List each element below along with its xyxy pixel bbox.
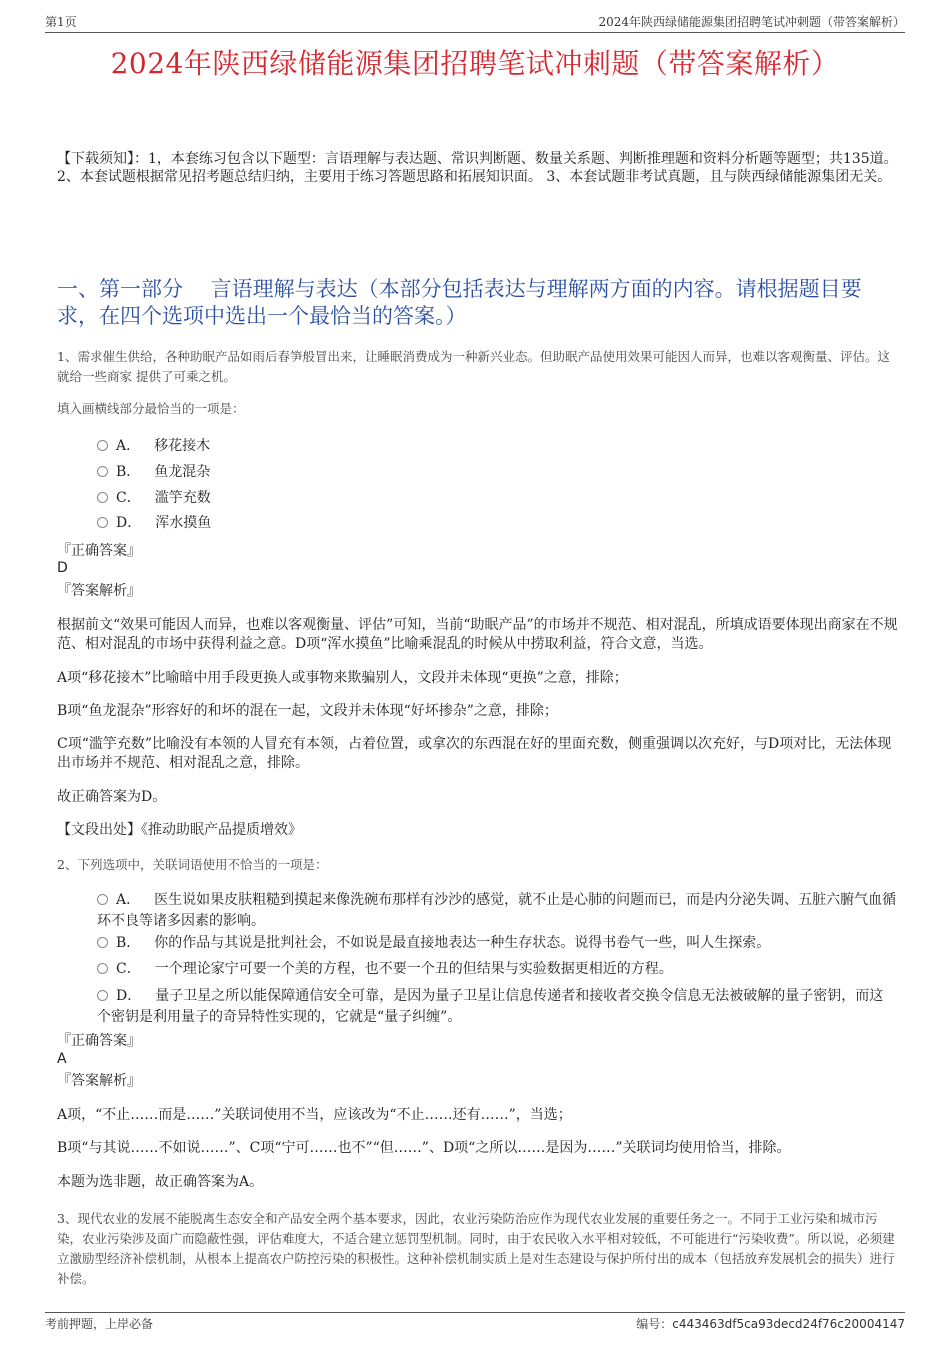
q2-option-a[interactable]: A． 医生说如果皮肤粗糙到摸起来像洗碗布那样有沙沙的感觉，就不止是心肺的问题而已，而是内分泌失调、五脏六腑气血循环不良等诸多因素的影响。 [97, 892, 897, 929]
q1-option-b[interactable]: B． 鱼龙混杂 [97, 462, 210, 482]
footer-code: 编号：c443463df5ca93decd24f76c20004147 [636, 1317, 905, 1331]
q1-option-d[interactable]: D． 浑水摸鱼 [97, 513, 211, 533]
q3-stem: 3、现代农业的发展不能脱离生态安全和产品安全两个基本要求，因此，农业污染防治应作为现代农业发展的重要任务之一。不同于工业污染和城市污染，农业污染涉及面广而隐蔽性强，评估难度大，不适合建立惩罚型机制。同时，由于农民收入水平相对较低，不可能进行“污染收费”。所以说，必须建立激励型经济补偿机制，从根本上提高农户防控污染的积极性。这种补偿机制实质上是对生态建设与保护所付出的成本（包括放弃发展机会的损失）进行补偿。 [57, 1211, 895, 1286]
q1-analysis-p4: C项“滥竽充数”比喻没有本领的人冒充有本领，占着位置，或拿次的东西混在好的里面充数，侧重强调以次充好，与D项对比，无法体现出市场并不规范、相对混乱之意，排除。 [57, 736, 892, 771]
q2-analysis-p2: B项“与其说……不如说……”、C项“宁可……也不”“但……”、D项“之所以……是因为……”关联词均使用恰当，排除。 [57, 1140, 791, 1156]
q1-prompt: 填入画横线部分最恰当的一项是： [57, 401, 245, 416]
footer-slogan: 考前押题，上岸必备 [45, 1317, 154, 1331]
download-notice: 【下载须知】：1，本套练习包含以下题型：言语理解与表达题、常识判断题、数量关系题、判断推理题和资料分析题等题型；共135道。 2、本套试题根据常见招考题总结归纳，主要用于练习答题思路和拓展知识面。 3、本套试题非考试真题，且与陕西绿储能源集团无关。 [57, 151, 898, 185]
q1-analysis-p3: B项“鱼龙混杂”形容好的和坏的混在一起，文段并未体现“好坏掺杂”之意，排除； [57, 703, 558, 719]
q1-source: 【文段出处】《推动助眠产品提质增效》 [57, 822, 302, 838]
q1-analysis-p1: 根据前文“效果可能因人而异，也难以客观衡量、评估”可知，当前“助眠产品”的市场并不规范、相对混乱，所填成语要体现出商家在不规范、相对混乱的市场中获得利益之意。D项“浑水摸鱼”比喻乘混乱的时候从中捞取利益，符合文意，当选。 [57, 617, 898, 652]
radio-icon[interactable] [97, 963, 108, 974]
q2-analysis-p3: 本题为选非题，故正确答案为A。 [57, 1174, 264, 1190]
header-divider [45, 32, 905, 33]
q2-analysis-p1: A项，“不止……而是……”关联词使用不当，应该改为“不止……还有……”，当选； [57, 1107, 572, 1123]
q1-answer: D [57, 560, 68, 576]
q2-option-b[interactable]: B． 你的作品与其说是批判社会，不如说是最直接地表达一种生存状态。说得书卷气一些，叫人生探索。 [97, 933, 897, 954]
radio-icon[interactable] [97, 937, 108, 948]
q1-stem: 1、需求催生供给，各种助眠产品如雨后春笋般冒出来，让睡眠消费成为一种新兴业态。但助眠产品使用效果可能因人而异，也难以客观衡量、评估。这就给一些商家 提供了可乘之机。 [57, 349, 890, 384]
radio-icon[interactable] [97, 440, 108, 451]
radio-icon[interactable] [97, 492, 108, 503]
q1-answer-label: 『正确答案』 [57, 543, 141, 559]
document-title: 2024年陕西绿储能源集团招聘笔试冲刺题（带答案解析） [110, 47, 840, 80]
q1-analysis-p5: 故正确答案为D。 [57, 789, 167, 805]
page-number: 第1页 [45, 15, 77, 29]
q2-answer-label: 『正确答案』 [57, 1033, 141, 1049]
q2-option-c[interactable]: C． 一个理论家宁可要一个美的方程，也不要一个丑的但结果与实验数据更相近的方程。 [97, 959, 897, 980]
q1-option-a[interactable]: A． 移花接木 [97, 436, 210, 456]
q1-analysis-p2: A项“移花接木”比喻暗中用手段更换人或事物来欺骗别人，文段并未体现“更换”之意，排除； [57, 670, 628, 686]
q1-analysis-label: 『答案解析』 [57, 583, 141, 599]
section-title: 一、第一部分 言语理解与表达（本部分包括表达与理解两方面的内容。请根据题目要求，在四个选项中选出一个最恰当的答案。） [57, 277, 862, 328]
header-doc-title: 2024年陕西绿储能源集团招聘笔试冲刺题（带答案解析） [598, 15, 905, 29]
radio-icon[interactable] [97, 517, 108, 528]
q2-analysis-label: 『答案解析』 [57, 1073, 141, 1089]
q1-option-c[interactable]: C． 滥竽充数 [97, 488, 211, 508]
radio-icon[interactable] [97, 466, 108, 477]
radio-icon[interactable] [97, 990, 108, 1001]
footer-divider [45, 1312, 905, 1313]
q2-answer: A [57, 1051, 67, 1067]
radio-icon[interactable] [97, 894, 108, 905]
q2-option-d[interactable]: D． 量子卫星之所以能保障通信安全可靠，是因为量子卫星让信息传递者和接收者交换令信息无法被破解的量子密钥，而这个密钥是利用量子的奇异特性实现的，它就是“量子纠缠”。 [97, 988, 884, 1025]
page-header [45, 13, 905, 31]
page-footer [45, 1315, 905, 1333]
q2-stem: 2、下列选项中，关联词语使用不恰当的一项是： [57, 857, 328, 872]
